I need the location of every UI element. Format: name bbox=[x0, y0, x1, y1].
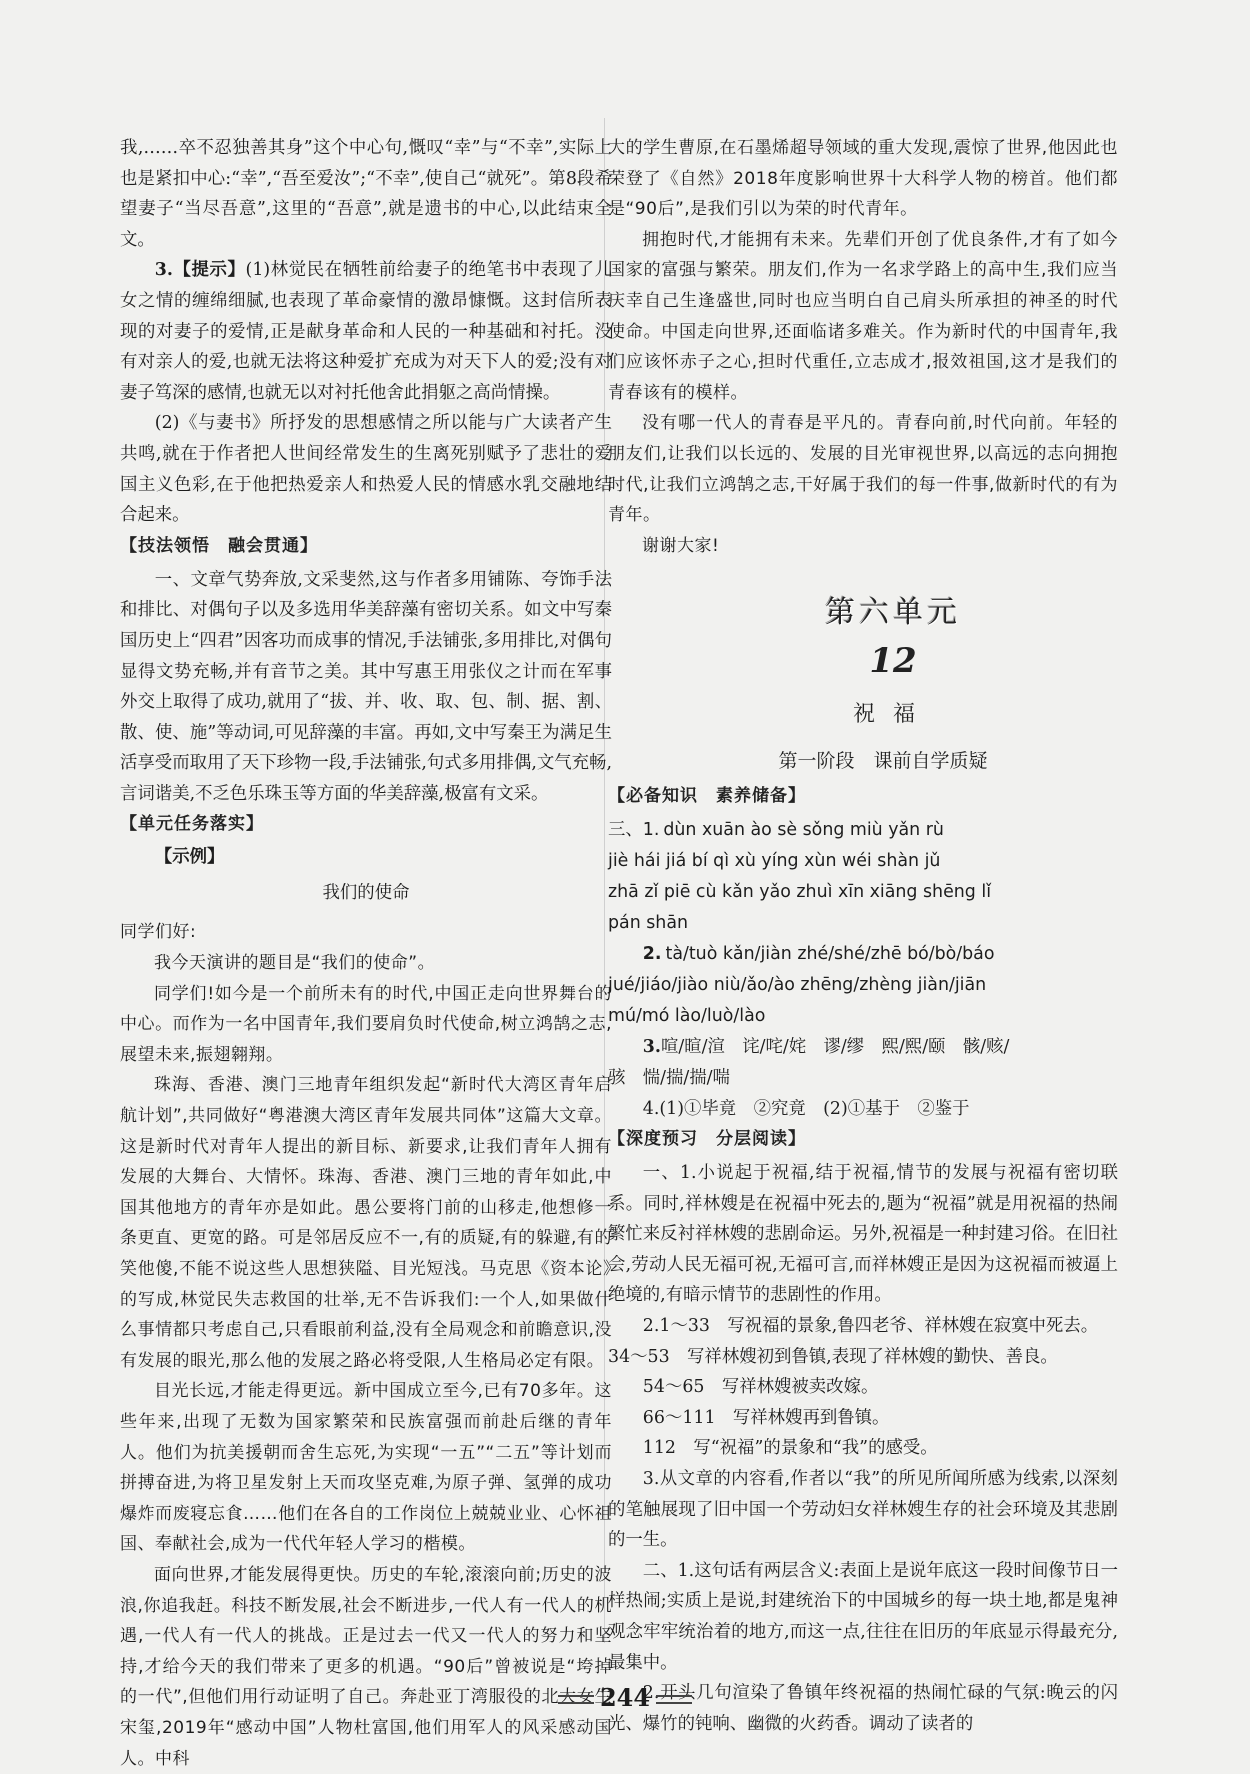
speech-paragraph: 珠海、香港、澳门三地青年组织发起“新时代大湾区青年启航计划”,共同做好“粤港澳大湾区青年发展共同体”这篇大文章。这是新时代对青年人提出的新目标、新要求,让我们青年人拥有发展的大舞台、大情怀。珠海、香港、澳门三地的青年如此,中国其他地方的青年亦是如此。愚公要将门前的山移走,他想修一条更直、更宽的路。可是邻居反应不一,有的质疑,有的躲避,有的笑他傻,不能不说这些人思想狭隘、目光短浅。马克思《资本论》的写成,林觉民失志救国的壮举,无不告诉我们:一个人,如果做什么事情都只考虑自己,只看眼前利益,没有全局观念和前瞻意识,没有发展的眼光,那么他的发展之路必将受限,人生格局必定有限。 bbox=[120, 1075, 612, 1371]
paragraph: 66～111 写祥林嫂再到鲁镇。 bbox=[642, 1407, 890, 1428]
speech-paragraph: 同学们!如今是一个前所未有的时代,中国正走向世界舞台的中心。而作为一名中国青年,我们要肩负时代使命,树立鸿鹄之志,展望未来,振翅翱翔。 bbox=[120, 983, 612, 1065]
hint-label: 3.【提示】 bbox=[154, 260, 246, 281]
paragraph: 一、1.小说起于祝福,结于祝福,情节的发展与祝福有密切联系。同时,祥林嫂是在祝福中死去的,题为“祝福”就是用祝福的热闹繁忙来反衬祥林嫂的悲剧命运。另外,祝福是一种封建习俗。在旧社会,劳动人民无福可祝,无福可言,而祥林嫂正是因为这祝福而被逼上绝境的,有暗示情节的悲剧性的作用。 bbox=[608, 1163, 1118, 1306]
section-heading: 【技法领悟 融会贯通】 bbox=[120, 535, 318, 556]
speech-greeting: 同学们好: bbox=[120, 922, 197, 943]
pinyin-line bbox=[608, 939, 1118, 970]
page-number bbox=[0, 1683, 1250, 1712]
paragraph: 34～53 写祥林嫂初到鲁镇,表现了祥林嫂的勤快、善良。 bbox=[608, 1346, 1058, 1367]
paragraph: 我,……卒不忍独善其身”这个中心句,慨叹“幸”与“不幸”,实际上也是紧扣中心:“幸”,“吾至爱汝”;“不幸”,使自己“就死”。第8段希望妻子“当尽吾意”,这里的“吾意”,就是遗书的中心,以此结束全文。 bbox=[120, 138, 612, 250]
question-number: 三、1. bbox=[608, 820, 660, 841]
answer-line bbox=[608, 1032, 1118, 1063]
question-number: 3. bbox=[642, 1037, 661, 1058]
pinyin-line: mú/mó lào/luò/lào bbox=[608, 1006, 766, 1027]
answer-line: 骇 惴/揣/揣/喘 bbox=[608, 1067, 730, 1088]
speech-paragraph: 面向世界,才能发展得更快。历史的车轮,滚滚向前;历史的波浪,你追我赶。科技不断发展,社会不断进步,一代人有一代人的机遇,一代人有一代人的挑战。正是过去一代又一代人的努力和坚持,才给今天的我们带来了更多的机遇。“90后”曾被说是“垮掉的一代”,但他们用行动证明了自己。奔赴亚丁湾服役的北大女生宋玺,2019年“感动中国”人物杜富国,他们用军人的风采感动国人。中科 bbox=[120, 1564, 612, 1769]
pinyin-line: zhā zǐ piē cù kǎn yǎo zhuì xīn xiāng shēng lǐ bbox=[608, 882, 992, 903]
speech-paragraph: 没有哪一代人的青春是平凡的。青春向前,时代向前。年轻的朋友们,让我们以长远的、发展的目光审视世界,以高远的志向拥抱时代,让我们立鸿鹄之志,干好属于我们的每一件事,做新时代的有为青年。 bbox=[608, 413, 1118, 526]
hint-text: (1)林觉民在牺牲前给妻子的绝笔书中表现了儿女之情的缠绵细腻,也表现了革命豪情的激昂慷慨。这封信所表现的对妻子的爱情,正是献身革命和人民的一种基础和衬托。没有对亲人的爱,也就无法将这种爱扩充成为对天下人的爱;没有对妻子笃深的感情,也就无以对衬托他舍此捐躯之高尚情操。 bbox=[120, 260, 613, 403]
paragraph: 2.1～33 写祝福的景象,鲁四老爷、祥林嫂在寂寞中死去。 bbox=[642, 1316, 1099, 1337]
speech-paragraph: 目光长远,才能走得更远。新中国成立至今,已有70多年。这些年来,出现了无数为国家繁荣和民族富强而前赴后继的青年人。他们为抗美援朝而舍生忘死,为实现“一五”“二五”等计划而拼搏奋进,为将卫星发射上天而攻坚克难,为原子弹、氢弹的成功爆炸而废寝忘食……他们在各自的工作岗位上兢兢业业、心怀祖国、奉献社会,成为一代代年轻人学习的楷模。 bbox=[120, 1381, 612, 1555]
pinyin-text: tà/tuò kǎn/jiàn zhé/shé/zhē bó/bò/báo bbox=[665, 944, 995, 965]
speech-paragraph: 大的学生曹原,在石墨烯超导领域的重大发现,震惊了世界,他因此也荣登了《自然》2018年度影响世界十大科学人物的榜首。他们都是“90后”,是我们引以为荣的时代青年。 bbox=[608, 138, 1118, 220]
paragraph: (2)《与妻书》所抒发的思想感情之所以能与广大读者产生共鸣,就在于作者把人世间经常发生的生离死别赋予了悲壮的爱国主义色彩,在于他把热爱亲人和热爱人民的情感水乳交融地结合起来。 bbox=[120, 413, 612, 526]
speech-title: 我们的使命 bbox=[322, 883, 410, 904]
right-column bbox=[608, 133, 1118, 1739]
question-number: 2. bbox=[642, 944, 662, 965]
pinyin-text: dùn xuān ào sè sǒng miù yǎn rù bbox=[663, 820, 944, 841]
example-label: 【示例】 bbox=[154, 847, 225, 868]
decorative-rule bbox=[656, 1695, 692, 1704]
pinyin-line: jué/jiáo/jiào niù/ǎo/ào zhēng/zhèng jiàn/jiān bbox=[608, 975, 987, 996]
paragraph: 3.从文章的内容看,作者以“我”的所见所闻所感为线索,以深刻的笔触展现了旧中国一个劳动妇女祥林嫂生存的社会环境及其悲剧的一生。 bbox=[608, 1469, 1118, 1551]
page-number-text: 244 bbox=[599, 1683, 651, 1712]
answer-text: 喧/暄/渲 诧/咤/姹 谬/缪 熙/熙/颐 骸/赅/ bbox=[660, 1037, 1010, 1058]
left-column bbox=[120, 133, 612, 1774]
paragraph: 二、1.这句话有两层含义:表面上是说年底这一段时间像节日一样热闹;实质上是说,封建统治下的中国城乡的每一块土地,都是鬼神观念牢牢统治着的地方,而这一点,往往在旧历的年底显示得最充分,最集中。 bbox=[608, 1560, 1118, 1673]
paragraph: 112 写“祝福”的景象和“我”的感受。 bbox=[642, 1438, 938, 1459]
lesson-number: 12 bbox=[869, 641, 917, 682]
paragraph: 一、文章气势奔放,文采斐然,这与作者多用铺陈、夸饰手法和排比、对偶句子以及多选用华美辞藻有密切关系。如文中写秦国历史上“四君”因客功而成事的情况,手法铺张,多用排比,对偶句显得文势充畅,并有音节之美。其中写惠王用张仪之计而在军事外交上取得了成功,就用了“拔、并、收、取、包、制、据、割、散、使、施”等动词,可见辞藻的丰富。再如,文中写秦王为满足生活享受而取用了天下珍物一段,手法铺张,句式多用排偶,文气充畅,言词谐美,不乏色乐珠玉等方面的华美辞藻,极富有文采。 bbox=[120, 569, 612, 804]
section-heading: 【必备知识 素养储备】 bbox=[608, 786, 806, 807]
section-heading: 【单元任务落实】 bbox=[120, 814, 264, 835]
lesson-title: 祝福 bbox=[852, 702, 933, 728]
paragraph: 54～65 写祥林嫂被卖改嫁。 bbox=[642, 1377, 879, 1398]
pinyin-line: jiè hái jiá bí qì xù yíng xùn wéi shàn jǔ bbox=[608, 851, 941, 872]
answer-line: 4.(1)①毕竟 ②究竟 (2)①基于 ②鉴于 bbox=[642, 1098, 970, 1119]
pinyin-line bbox=[608, 815, 1118, 846]
section-heading: 【深度预习 分层阅读】 bbox=[608, 1129, 806, 1150]
stage-title: 第一阶段 课前自学质疑 bbox=[778, 750, 988, 773]
paragraph: 2.开头几句渲染了鲁镇年终祝福的热闹忙碌的气氛:晚云的闪光、爆竹的钝响、幽微的火药香。调动了读者的 bbox=[608, 1683, 1118, 1734]
pinyin-line: pán shān bbox=[608, 913, 689, 934]
unit-title: 第六单元 bbox=[825, 595, 961, 631]
speech-paragraph: 拥抱时代,才能拥有未来。先辈们开创了优良条件,才有了如今国家的富强与繁荣。朋友们,作为一名求学路上的高中生,我们应当庆幸自己生逢盛世,同时也应当明白自己肩头所承担的神圣的时代使命。中国走向世界,还面临诸多难关。作为新时代的中国青年,我们应该怀赤子之心,担时代重任,立志成才,报效祖国,这才是我们的青春该有的模样。 bbox=[608, 229, 1118, 403]
decorative-rule bbox=[558, 1695, 594, 1704]
paragraph bbox=[120, 255, 612, 408]
speech-closing: 谢谢大家! bbox=[642, 535, 720, 556]
speech-paragraph: 我今天演讲的题目是“我们的使命”。 bbox=[154, 953, 436, 974]
